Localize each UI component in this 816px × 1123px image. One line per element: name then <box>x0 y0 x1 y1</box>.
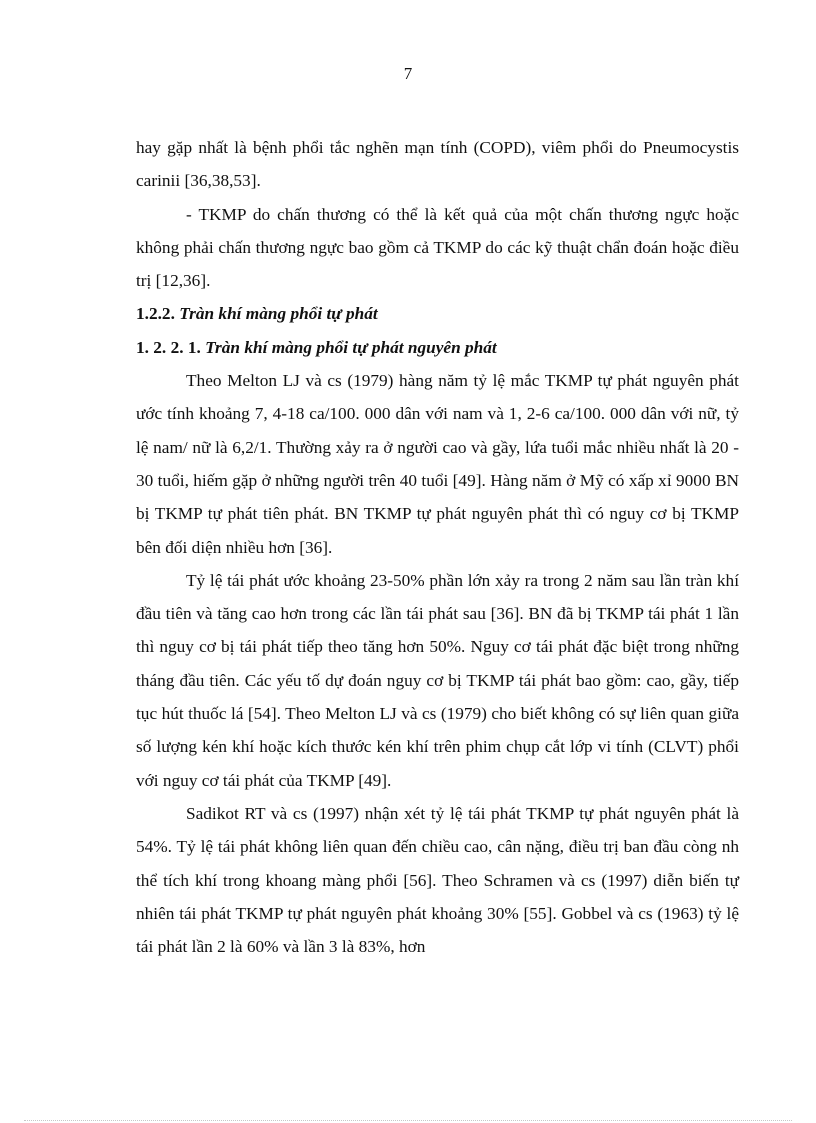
body-text <box>136 131 739 963</box>
section-number: 1.2.2. <box>136 304 175 324</box>
subsection-title: Tràn khí màng phổi tự phát nguyên phát <box>205 337 497 357</box>
section-heading-1-2-2 <box>136 297 739 330</box>
page-bottom-divider <box>24 1120 792 1121</box>
page-number: 7 <box>403 64 413 83</box>
paragraph-copd: hay gặp nhất là bệnh phổi tắc nghẽn mạn tính (COPD), viêm phổi do Pneumocystis carinii [36,38,53]. <box>136 138 739 191</box>
section-title: Tràn khí màng phổi tự phát <box>179 304 378 324</box>
paragraph-melton-incidence: Theo Melton LJ và cs (1979) hàng năm tỷ lệ mắc TKMP tự phát nguyên phát ước tính khoảng 7, 4-18 ca/100. 000 dân với nam và 1, 2-6 ca/100. 000 dân với nữ, tỷ lệ nam/ nữ là 6,2/1. Thường xảy ra ở người cao và gầy, lứa tuổi mắc nhiều nhất là 20 - 30 tuổi, hiếm gặp ở những người trên 40 tuổi [49]. Hàng năm ở Mỹ có xấp xỉ 9000 BN bị TKMP tự phát tiên phát. BN TKMP tự phát nguyên phát thì có nguy cơ bị TKMP bên đối diện nhiều hơn [36]. <box>136 371 739 557</box>
subsection-number: 1. 2. 2. 1. <box>136 337 201 357</box>
paragraph-trauma-tkmp: - TKMP do chấn thương có thể là kết quả của một chấn thương ngực hoặc không phải chấn thương ngực bao gồm cả TKMP do các kỹ thuật chẩn đoán hoặc điều trị [12,36]. <box>136 204 739 291</box>
section-heading-1-2-2-1 <box>136 331 739 364</box>
paragraph-recurrence-rate: Tỷ lệ tái phát ước khoảng 23-50% phần lớn xảy ra trong 2 năm sau lần tràn khí đầu tiên và tăng cao hơn trong các lần tái phát sau [36]. BN đã bị TKMP tái phát 1 lần thì nguy cơ bị tái phát tiếp theo tăng hơn 50%. Nguy cơ tái phát đặc biệt trong những tháng đầu tiên. Các yếu tố dự đoán nguy cơ bị TKMP tái phát bao gồm: cao, gầy, tiếp tục hút thuốc lá [54]. Theo Melton LJ và cs (1979) cho biết không có sự liên quan giữa số lượng kén khí hoặc kích thước kén khí trên phim chụp cắt lớp vi tính (CLVT) phổi với nguy cơ tái phát của TKMP [49]. <box>136 570 739 790</box>
paragraph-sadikot: Sadikot RT và cs (1997) nhận xét tỷ lệ tái phát TKMP tự phát nguyên phát là 54%. Tỷ lệ tái phát không liên quan đến chiều cao, cân nặng, điều trị ban đầu còng nh thể tích khí trong khoang màng phổi [56]. Theo Schramen và cs (1997) diễn biến tự nhiên tái phát TKMP tự phát nguyên phát khoảng 30% [55]. Gobbel và cs (1963) tỷ lệ tái phát lần 2 là 60% và lần 3 là 83%, hơn <box>136 803 739 957</box>
